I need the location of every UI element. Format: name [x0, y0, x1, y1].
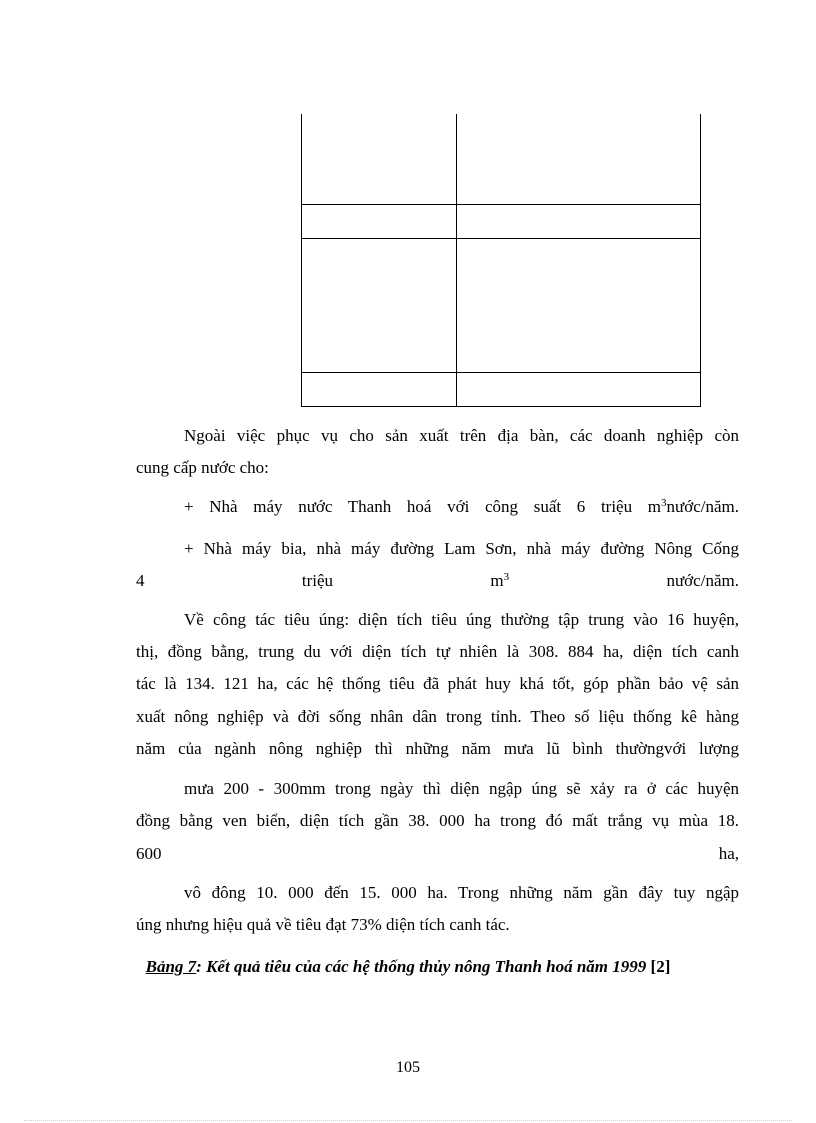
- text-span: 4: [136, 571, 145, 590]
- caption-reference: [2]: [646, 957, 671, 976]
- superscript: 3: [503, 571, 510, 583]
- text-line: [136, 844, 739, 866]
- table-fragment: [301, 114, 701, 407]
- table-caption: [0, 957, 816, 977]
- text-span: + Nhà máy nước Thanh hoá với công suất 6 triệu m: [184, 497, 661, 516]
- caption-text: : Kết quả tiêu của các hệ thống thủy nông Thanh hoá năm 1999: [196, 957, 647, 976]
- text-line: + Nhà máy bia, nhà máy đường Lam Sơn, nhà máy đường Nông Cống: [184, 539, 739, 558]
- table-column-divider: [456, 114, 457, 407]
- text-line: [136, 571, 739, 593]
- text-line: úng nhưng hiệu quả về tiêu đạt 73% diện tích canh tác.: [136, 915, 510, 934]
- page-number: 105: [396, 1059, 420, 1076]
- table-row-divider: [301, 204, 701, 205]
- text-span: m: [490, 571, 504, 590]
- text-span: [490, 571, 509, 593]
- text-line: xuất nông nghiệp và đời sống nhân dân trong tỉnh. Theo số liệu thống kê hàng: [136, 707, 739, 726]
- text-span: nước/năm.: [666, 497, 739, 516]
- text-span: nước/năm.: [666, 571, 739, 590]
- text-line: Ngoài việc phục vụ cho sản xuất trên địa bàn, các doanh nghiệp còn: [184, 426, 739, 445]
- table-border-left: [301, 114, 302, 407]
- table-row-divider: [301, 372, 701, 373]
- table-border-right: [700, 114, 701, 407]
- text-line: mưa 200 - 300mm trong ngày thì diện ngập úng sẽ xảy ra ở các huyện: [184, 779, 739, 798]
- text-line: tác là 134. 121 ha, các hệ thống tiêu đã phát huy khá tốt, góp phần bảo vệ sản: [136, 674, 739, 693]
- text-span: ha,: [718, 844, 739, 863]
- table-border-bottom: [301, 406, 701, 407]
- text-line: đồng bằng ven biển, diện tích gần 38. 000 ha trong đó mất trắng vụ mùa 18.: [136, 811, 739, 830]
- text-span: 600: [136, 844, 162, 863]
- superscript: 3: [661, 497, 667, 509]
- text-line: thị, đồng bằng, trung du với diện tích tự nhiên là 308. 884 ha, diện tích canh: [136, 642, 739, 661]
- text-line: Về công tác tiêu úng: diện tích tiêu úng thường tập trung vào 16 huyện,: [184, 610, 739, 629]
- text-span: triệu: [301, 571, 334, 590]
- text-line: năm của ngành nông nghiệp thì những năm mưa lũ bình thườngvới lượng: [136, 739, 739, 758]
- caption-label: Bảng 7: [145, 957, 197, 976]
- table-row-divider: [301, 238, 701, 239]
- text-line: [136, 497, 739, 519]
- text-line: cung cấp nước cho:: [136, 458, 269, 477]
- text-line: vô đông 10. 000 đến 15. 000 ha. Trong những năm gần đây tuy ngập: [184, 883, 739, 902]
- page-bottom-rule: [24, 1120, 792, 1121]
